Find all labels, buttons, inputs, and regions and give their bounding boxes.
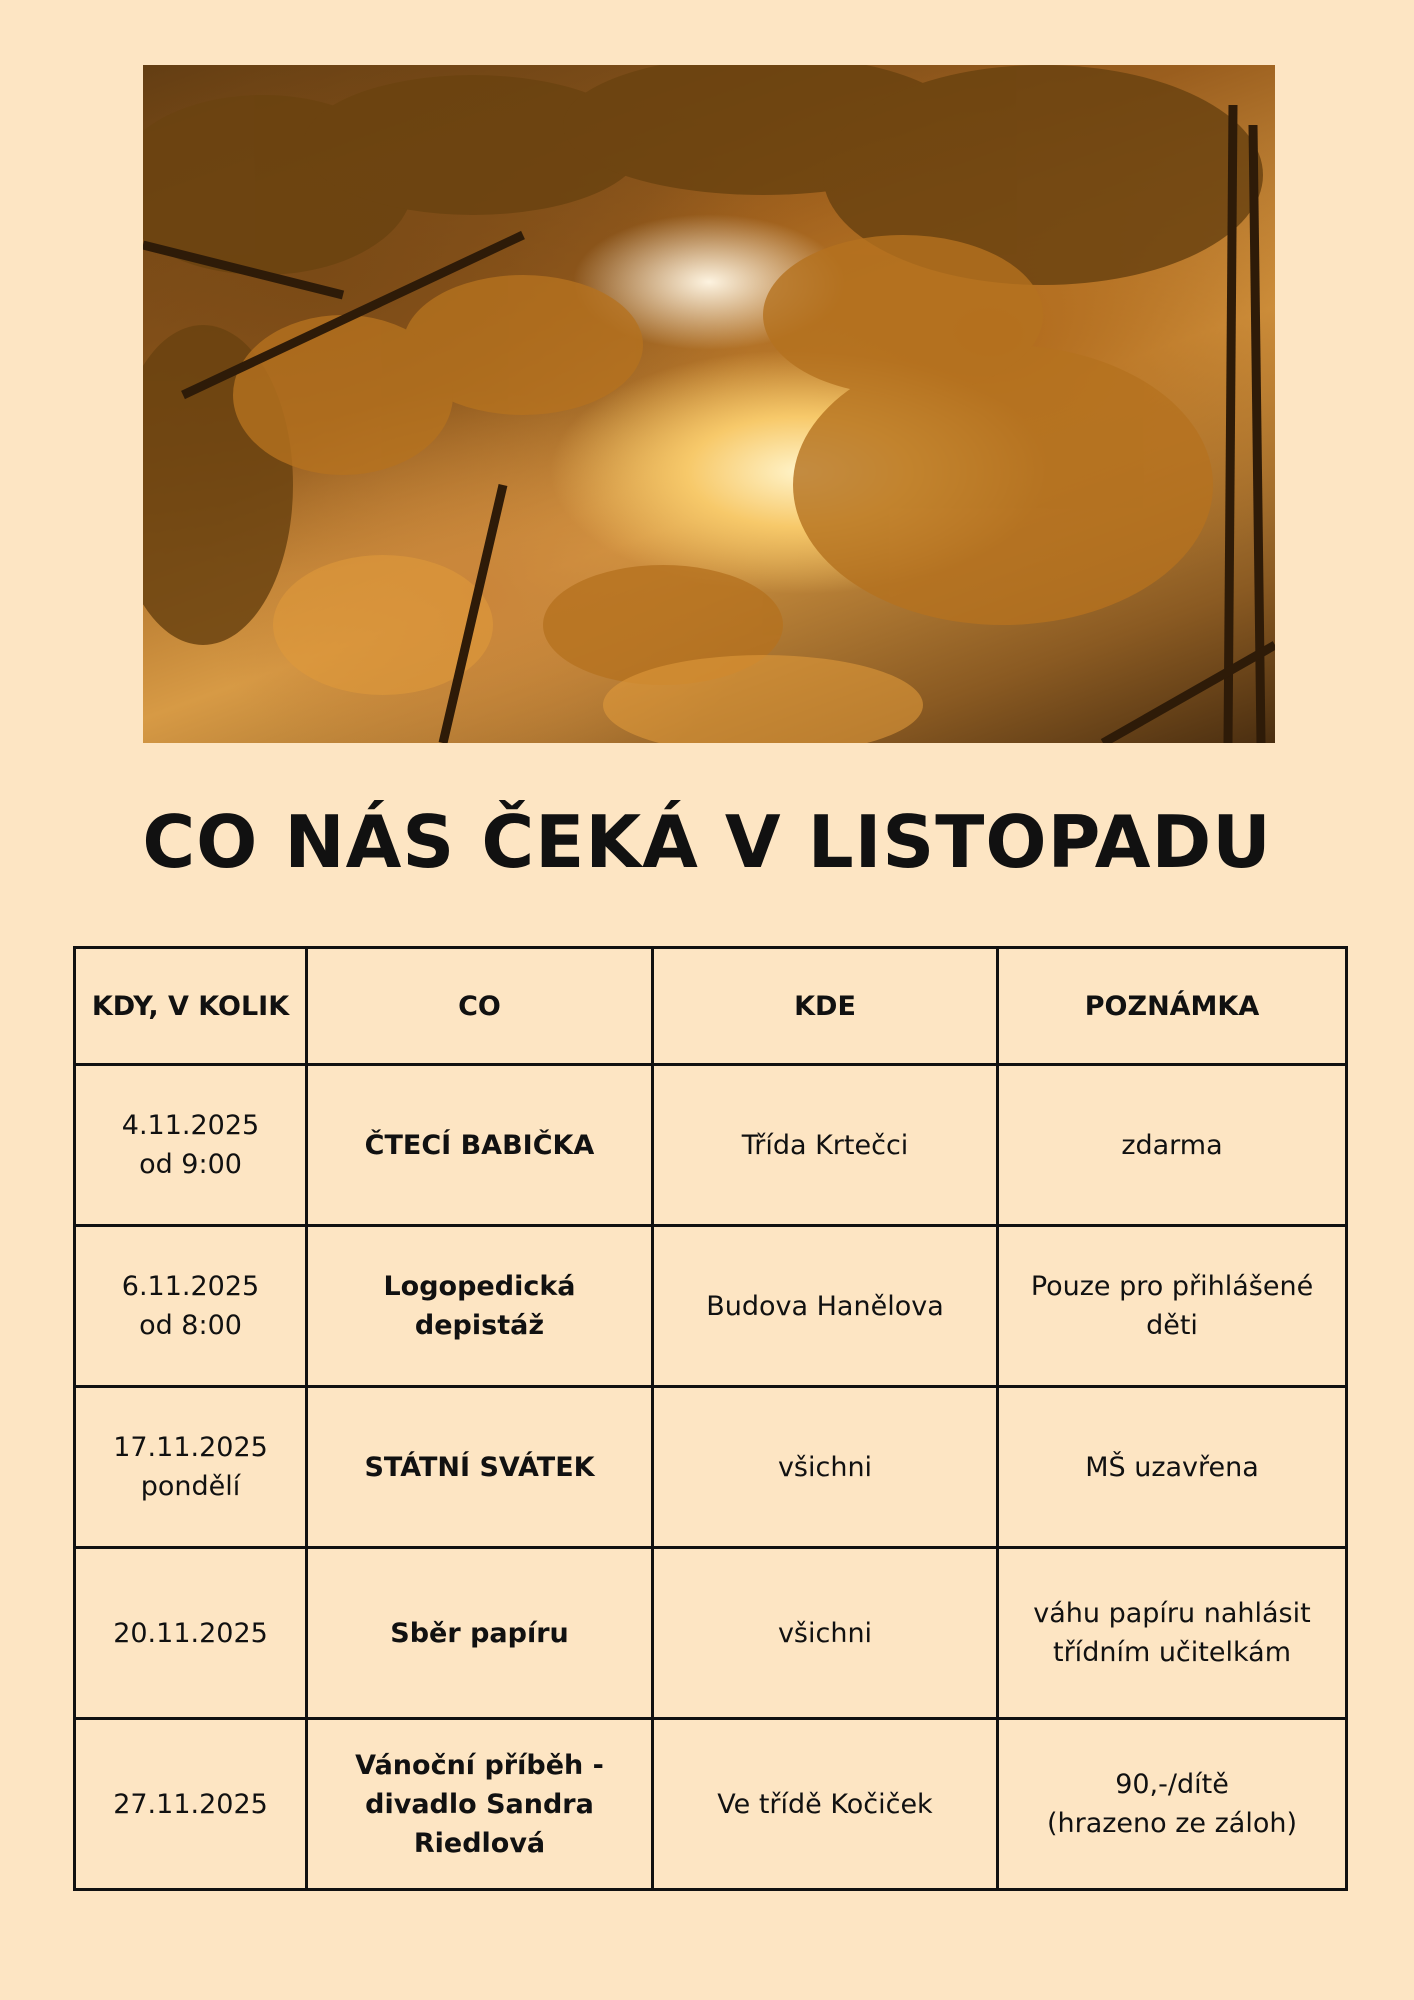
cell-line: všichni	[777, 1451, 873, 1483]
cell-line: 27.11.2025	[113, 1788, 268, 1820]
header-co: CO	[307, 948, 653, 1065]
header-poznamka: POZNÁMKA	[998, 948, 1347, 1065]
table-row	[75, 1065, 1347, 1226]
cell-line: Sběr papíru	[390, 1617, 569, 1649]
cell-line: Budova Hanělova	[706, 1290, 944, 1322]
cell-kdy	[75, 1719, 307, 1890]
cell-line: Pouze pro přihlášené	[1030, 1271, 1314, 1302]
table-row	[75, 1387, 1347, 1548]
cell-line: všichni	[777, 1617, 873, 1649]
cell-line: 17.11.2025	[113, 1432, 268, 1463]
cell-kdy	[75, 1548, 307, 1719]
cell-line: pondělí	[140, 1471, 241, 1502]
cell-line: Riedlová	[413, 1827, 546, 1859]
cell-co	[307, 1719, 653, 1890]
cell-poznamka	[998, 1226, 1347, 1387]
cell-line: (hrazeno ze záloh)	[1046, 1808, 1298, 1839]
cell-line: od 8:00	[139, 1310, 242, 1341]
cell-co	[307, 1548, 653, 1719]
table-row	[75, 1548, 1347, 1719]
cell-line: od 9:00	[139, 1149, 242, 1180]
cell-kde	[653, 1719, 998, 1890]
cell-co	[307, 1226, 653, 1387]
table-row	[75, 1719, 1347, 1890]
cell-line: Třída Krtečci	[741, 1129, 909, 1161]
cell-poznamka	[998, 1065, 1347, 1226]
cell-kde	[653, 1548, 998, 1719]
cell-line: STÁTNÍ SVÁTEK	[364, 1451, 595, 1483]
cell-poznamka	[998, 1387, 1347, 1548]
page-title: CO NÁS ČEKÁ V LISTOPADU	[142, 800, 1272, 884]
cell-line: váhu papíru nahlásit	[1033, 1598, 1311, 1629]
cell-kdy	[75, 1387, 307, 1548]
cell-line: Vánoční příběh -	[355, 1749, 604, 1781]
cell-line: divadlo Sandra	[365, 1788, 594, 1820]
autumn-leaves-photo	[143, 65, 1275, 743]
cell-line: MŠ uzavřena	[1085, 1451, 1259, 1483]
cell-line: děti	[1146, 1310, 1198, 1341]
cell-poznamka	[998, 1719, 1347, 1890]
leaves-illustration	[143, 65, 1275, 743]
cell-line: zdarma	[1121, 1129, 1223, 1161]
cell-co	[307, 1387, 653, 1548]
cell-line: depistáž	[414, 1310, 545, 1341]
cell-kde	[653, 1226, 998, 1387]
cell-line: ČTECÍ BABIČKA	[364, 1129, 595, 1161]
cell-kdy	[75, 1226, 307, 1387]
schedule-table	[73, 946, 1348, 1891]
table-header-row	[75, 948, 1347, 1065]
header-kde: KDE	[653, 948, 998, 1065]
table-row	[75, 1226, 1347, 1387]
cell-line: třídním učitelkám	[1053, 1637, 1291, 1668]
cell-poznamka	[998, 1548, 1347, 1719]
cell-line: 20.11.2025	[113, 1617, 268, 1649]
cell-line: Logopedická	[383, 1271, 576, 1302]
cell-kde	[653, 1387, 998, 1548]
cell-line: 6.11.2025	[121, 1271, 260, 1302]
cell-line: 90,-/dítě	[1115, 1769, 1229, 1800]
cell-line: Ve třídě Kočiček	[717, 1788, 933, 1820]
cell-kdy	[75, 1065, 307, 1226]
header-kdy: KDY, V KOLIK	[75, 948, 307, 1065]
cell-co	[307, 1065, 653, 1226]
cell-kde	[653, 1065, 998, 1226]
cell-line: 4.11.2025	[121, 1110, 260, 1141]
